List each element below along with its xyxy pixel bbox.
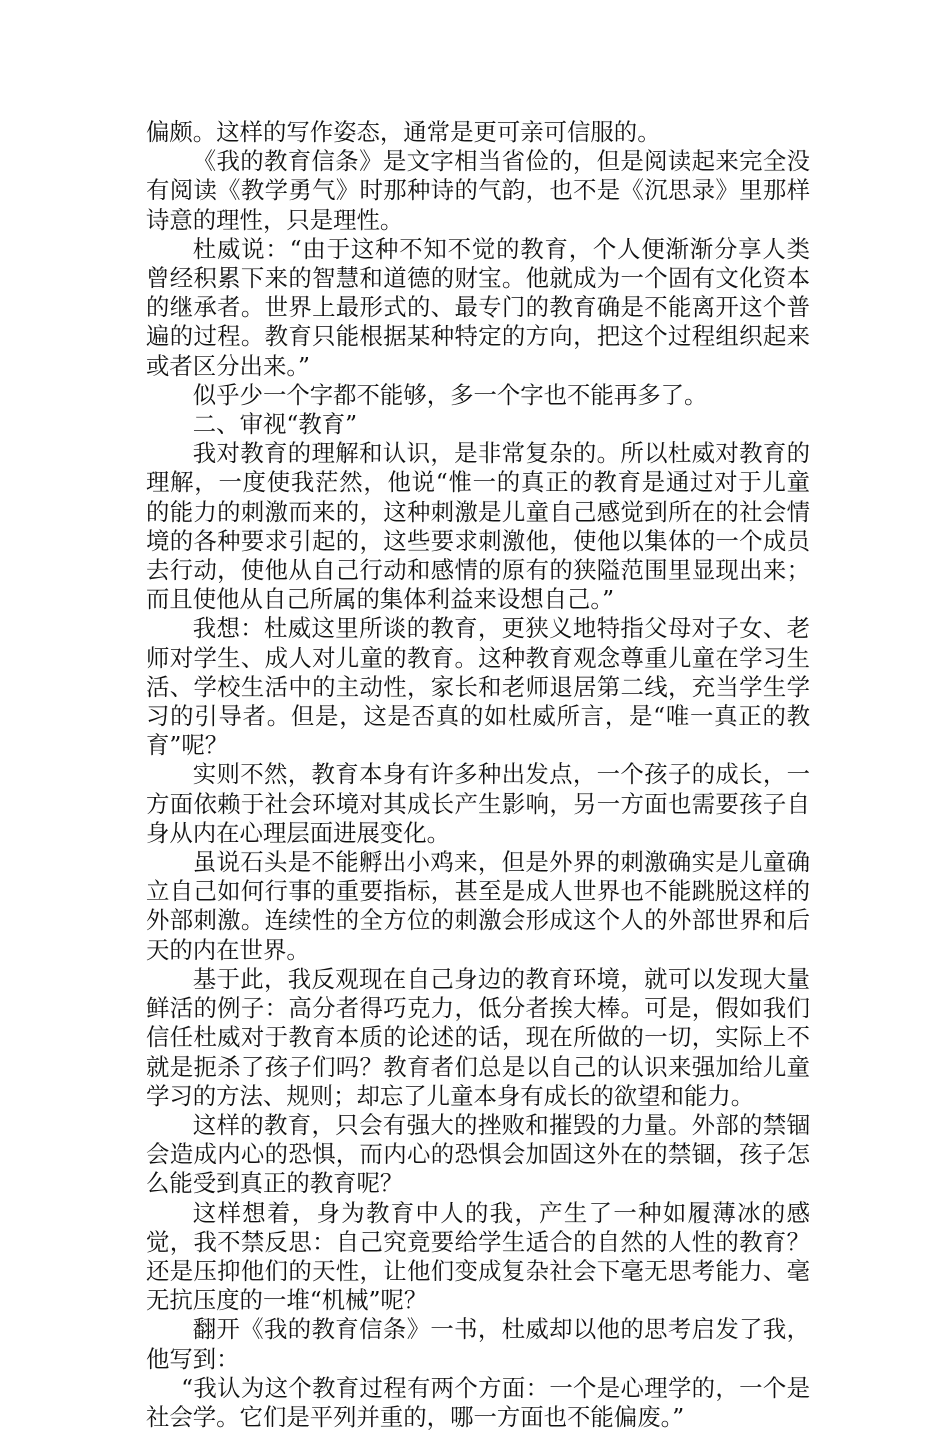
paragraph: 我想：杜威这里所谈的教育，更狭义地特指父母对子女、老师对学生、成人对儿童的教育。这种教育观念尊重儿童在学习生活、学校生活中的主动性，家长和老师退居第二线，充当学生学习的引导者。但是，这是否真的如杜威所言，是“唯一真正的教育”呢？ xyxy=(146,614,810,760)
paragraph: 杜威说：“由于这种不知不觉的教育，个人便渐渐分享人类曾经积累下来的智慧和道德的财宝。他就成为一个固有文化资本的继承者。世界上最形式的、最专门的教育确是不能离开这个普遍的过程。教育只能根据某种特定的方向，把这个过程组织起来或者区分出来。” xyxy=(146,234,810,380)
paragraph-continuation: 偏颇。这样的写作姿态，通常是更可亲可信服的。 xyxy=(146,118,661,146)
paragraph: 实则不然，教育本身有许多种出发点，一个孩子的成长，一方面依赖于社会环境对其成长产生影响，另一方面也需要孩子自身从内在心理层面进展变化。 xyxy=(146,760,810,847)
paragraph: 这样的教育，只会有强大的挫败和摧毁的力量。外部的禁锢会造成内心的恐惧，而内心的恐惧会加固这外在的禁锢，孩子怎么能受到真正的教育呢？ xyxy=(146,1110,810,1198)
section-heading: 二、审视“教育” xyxy=(192,410,358,439)
paragraph: 虽说石头是不能孵出小鸡来，但是外界的刺激确实是儿童确立自己如何行事的重要指标，甚至是成人世界也不能跳脱这样的外部刺激。连续性的全方位的刺激会形成这个人的外部世界和后天的内在世界。 xyxy=(146,848,810,964)
paragraph: 基于此，我反观现在自己身边的教育环境，就可以发现大量鲜活的例子：高分者得巧克力，低分者挨大棒。可是，假如我们信任杜威对于教育本质的论述的话，现在所做的一切，实际上不就是扼杀了孩子们吗？教育者们总是以自己的认识来强加给儿童学习的方法、规则；却忘了儿童本身有成长的欲望和能力。 xyxy=(146,964,810,1110)
paragraph: 翻开《我的教育信条》一书，杜威却以他的思考启发了我，他写到： xyxy=(146,1315,810,1373)
document-page xyxy=(146,118,810,1432)
quotation-paragraph: “我认为这个教育过程有两个方面：一个是心理学的，一个是社会学。它们是平列并重的，哪一方面也不能偏废。” xyxy=(146,1373,810,1431)
paragraph: 《我的教育信条》是文字相当省俭的，但是阅读起来完全没有阅读《教学勇气》时那种诗的气韵，也不是《沉思录》里那样诗意的理性，只是理性。 xyxy=(146,147,810,234)
paragraph: 我对教育的理解和认识，是非常复杂的。所以杜威对教育的理解，一度使我茫然，他说“惟一的真正的教育是通过对于儿童的能力的刺激而来的，这种刺激是儿童自己感觉到所在的社会情境的各种要求引起的，这些要求刺激他，使他以集体的一个成员去行动，使他从自己行动和感情的原有的狭隘范围里显现出来；而且使他从自己所属的集体利益来设想自己。” xyxy=(146,439,810,614)
paragraph: 似乎少一个字都不能够，多一个字也不能再多了。 xyxy=(192,380,708,409)
paragraph: 这样想着，身为教育中人的我，产生了一种如履薄冰的感觉，我不禁反思：自己究竟要给学生适合的自然的人性的教育？还是压抑他们的天性，让他们变成复杂社会下毫无思考能力、毫无抗压度的一堆“机械”呢？ xyxy=(146,1198,810,1315)
